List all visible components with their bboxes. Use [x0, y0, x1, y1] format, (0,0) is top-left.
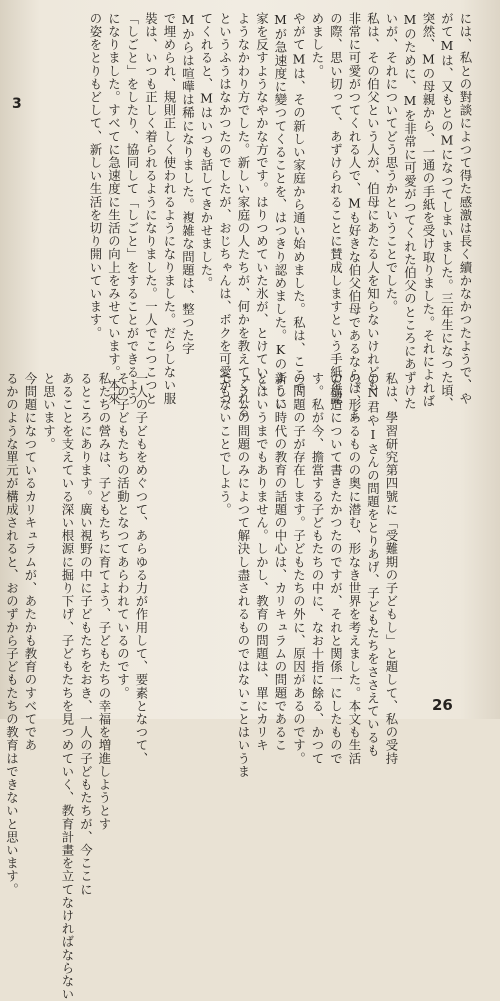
text-line: 私たちの營みは、子どもたちに育てよう、子どもたちの幸福を増進しようとす — [97, 372, 112, 831]
text-block-bottom-left — [2, 372, 150, 1001]
text-line: 突然、Mの母親から、一通の手紙を受け取りました。それによれば — [421, 12, 436, 408]
text-line: ようなかわり方でした。新しい家庭の人たちが、何かを教えてくれる — [236, 12, 251, 419]
text-line: Mが急速度に變つてくることを、はつきり認めました。Kのように — [273, 12, 288, 411]
text-line: 一人の子どもをめぐつて、あらゆる力が作用して、要素となつて、 — [134, 372, 149, 765]
text-line: ュラムの問題のみによつて解決し盡されるものではないことはいうま — [236, 372, 251, 779]
text-line: その子どもたちの活動となつてあらわれているのです。 — [115, 372, 131, 700]
text-line: 裝は、いつも正しく着られるようになりました。一人でこつこつと — [143, 12, 159, 405]
text-line: には、私との對談によつて得た感激は長く續かなかつたようで、や — [458, 12, 473, 405]
text-line: とはいうまでもありません。しかし、教育の問題は、單にカリキ — [254, 372, 270, 752]
text-line: いが、それについてどう思うかということでした。 — [384, 12, 399, 314]
text-block-top — [86, 12, 475, 421]
text-line: 私は、その伯父という人が、伯母にあたる人を知らないけれども — [365, 12, 381, 392]
text-line: と思います。 — [41, 372, 57, 451]
text-line: Mのために、Mを非常に可愛がつてくれた伯父のところにあずけた — [402, 12, 418, 411]
text-line: てくれると、Mはいつも話してきかせました。 — [199, 12, 214, 290]
text-line: 非常に可愛がつてくれる人で、Mも好きな伯父伯母であるならば、こ — [347, 12, 362, 421]
text-line: あることを支えている深い根源に掘り下げ、子どもたちを見つめていく、教育計畫を立てなければならない — [60, 372, 75, 1001]
text-line: めました。 — [310, 12, 325, 78]
text-line: の構造について書きたかつたのですが、それと関係一にしたもので — [328, 372, 344, 765]
text-line: るかのような單元が構成されると、おのずから子どもたちの教育はできないと思います。 — [4, 372, 20, 896]
text-line: やがてMは、その新しい家庭から通い始めました。私は、ここで — [291, 12, 307, 395]
text-line: 新しい時代の教育の話題の中心は、カリキュラムの問題であるこ — [273, 372, 288, 752]
text-line: になりました。すべてに急速度に生活の向上をみせています。本來 — [106, 12, 122, 405]
text-line: でもないことでしよう。 — [217, 372, 233, 517]
page-number: 26 — [432, 696, 453, 714]
text-line: の際、思い切って、あずけられることに賛成しますという手紙を認 — [328, 12, 344, 405]
text-line: るところにあります。廣い視野の中に子どもたちをおき、一人の子どもたちが、今ここに — [78, 372, 94, 896]
text-line: す。私が今、擔當する子どもたちの中に、なお十指に餘る、かつて — [310, 372, 325, 765]
text-line: の姿をとりもどして、新しい生活を切り開いています。 — [88, 12, 103, 340]
text-line: 私は、學習研究第四號に「受難期の子どもし」と題して、私の受持 — [384, 372, 399, 765]
text-block-bottom — [215, 372, 400, 779]
text-line: のN君やIさんの問題をとりあげ、子どもたちをささえているも — [365, 372, 381, 758]
text-line: 「しごと」をしたり、協同して「しごと」をすることができるよう — [125, 12, 140, 405]
text-line: 今問題になつているカリキュラムが、あたかも教育のすべてであ — [23, 372, 38, 752]
side-number: 3 — [12, 96, 22, 112]
text-line: 家を反すようなやかな方です。はりつめていた氷が、とけていく — [254, 12, 270, 392]
text-line: Mからは喧嘩は稀になりました。複雑な問題は、整つた字 — [180, 12, 196, 356]
text-line: で埋められ、規則正しく使われるようになりました。だらしない服 — [162, 12, 177, 405]
text-line: がてMは、又もとのMになつてしまいました。三年生になつた頃、 — [439, 12, 455, 411]
text-line: の問題の子が存在します。子どもたちの外に、原因があるのです。 — [291, 372, 307, 765]
text-line: の、形あるものの奥に潜む、形なき世界を考えました。本文も生活 — [347, 372, 362, 765]
text-line: というふうはなかつたのでしたが、おじちゃんは、ボクを可愛がつ — [217, 12, 233, 405]
